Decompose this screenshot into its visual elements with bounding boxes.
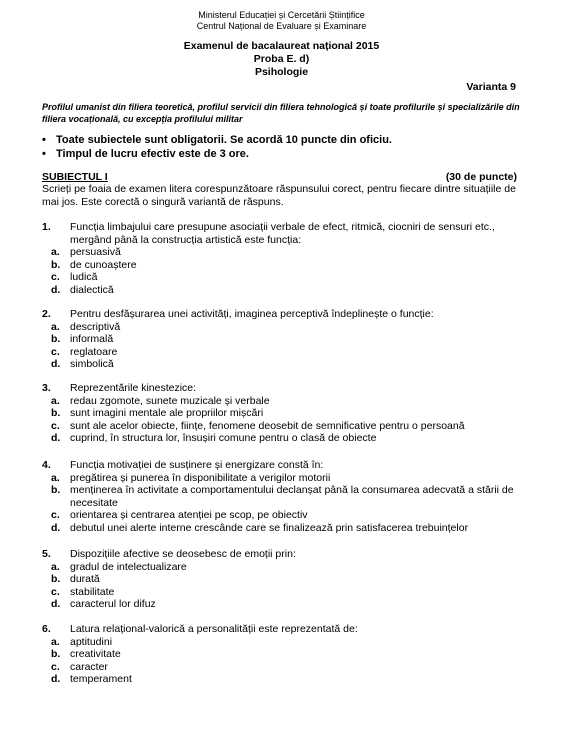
option-b bbox=[42, 333, 526, 346]
variant-label: Varianta 9 bbox=[466, 81, 516, 93]
option-b bbox=[42, 573, 526, 586]
question-number: 3. bbox=[42, 382, 51, 394]
option-letter: c. bbox=[51, 271, 60, 283]
option-letter: d. bbox=[51, 673, 61, 685]
question-text: Latura relațional-valorică a personalității este reprezentată de: bbox=[70, 623, 358, 635]
bullet-icon: • bbox=[42, 134, 46, 146]
question-text: Funcția motivației de susținere și energizare constă în: bbox=[70, 459, 324, 471]
option-letter: d. bbox=[51, 283, 61, 296]
option-a bbox=[42, 561, 526, 574]
center-name: Centrul Național de Evaluare și Examinare bbox=[196, 21, 367, 31]
option-c bbox=[42, 661, 526, 674]
option-letter: d. bbox=[51, 521, 61, 534]
option-letter: a. bbox=[51, 320, 60, 333]
rule-item bbox=[42, 147, 522, 161]
option-letter: a. bbox=[51, 471, 60, 484]
option-letter: b. bbox=[51, 573, 61, 585]
option-c bbox=[42, 509, 526, 522]
option-text: de cunoaștere bbox=[70, 258, 137, 271]
question-stem bbox=[42, 221, 526, 246]
option-letter: a. bbox=[51, 560, 60, 573]
option-text: durată bbox=[70, 573, 100, 585]
option-text: cuprind, în structura lor, însușiri comune pentru o clasă de obiecte bbox=[70, 432, 377, 444]
option-text: sunt imagini mentale ale propriilor mișcări bbox=[70, 407, 264, 419]
rule-text: Toate subiectele sunt obligatorii. Se acordă 10 puncte din oficiu. bbox=[56, 134, 392, 146]
bullet-icon: • bbox=[42, 148, 46, 160]
section-title: SUBIECTUL I bbox=[42, 171, 108, 183]
option-b bbox=[42, 407, 526, 420]
question-number: 6. bbox=[42, 623, 51, 635]
option-text: caracterul lor difuz bbox=[70, 598, 156, 610]
question-stem bbox=[42, 548, 526, 561]
option-letter: a. bbox=[51, 246, 60, 258]
question-number: 1. bbox=[42, 221, 51, 233]
option-text: debutul unei alerte interne crescânde care se finalizează prin satisfacerea trebuințelor bbox=[70, 521, 469, 534]
option-d bbox=[42, 598, 526, 611]
option-d bbox=[42, 284, 526, 297]
option-letter: b. bbox=[51, 407, 61, 419]
section-points: (30 de puncte) bbox=[445, 171, 517, 183]
option-letter: a. bbox=[51, 635, 60, 648]
option-text: creativitate bbox=[70, 648, 121, 660]
option-text: simbolică bbox=[70, 358, 114, 370]
option-text: temperament bbox=[70, 673, 132, 685]
option-text: menținerea în activitate a comportamentului declanșat până la consumarea adecvată a stării de necesitate bbox=[70, 484, 514, 509]
question-text: Pentru desfășurarea unei activități, imaginea perceptivă îndeplinește o funcție: bbox=[70, 308, 434, 320]
option-letter: c. bbox=[51, 660, 60, 673]
question-number: 4. bbox=[42, 459, 51, 471]
question-5 bbox=[42, 548, 526, 611]
option-text: reglatoare bbox=[70, 345, 118, 358]
option-letter: d. bbox=[51, 598, 61, 610]
option-text: sunt ale acelor obiecte, ființe, fenomene deosebit de semnificative pentru o persoană bbox=[70, 419, 465, 432]
question-number: 2. bbox=[42, 308, 51, 320]
option-letter: c. bbox=[51, 509, 60, 521]
option-text: pregătirea și punerea în disponibilitate a verigilor motorii bbox=[70, 471, 331, 484]
option-c bbox=[42, 420, 526, 433]
question-text: Dispozițiile afective se deosebesc de emoții prin: bbox=[70, 548, 296, 560]
question-2 bbox=[42, 308, 526, 371]
question-1 bbox=[42, 221, 526, 296]
question-number: 5. bbox=[42, 548, 51, 560]
option-c bbox=[42, 586, 526, 599]
option-d bbox=[42, 358, 526, 371]
option-letter: c. bbox=[51, 419, 60, 432]
option-d bbox=[42, 673, 526, 686]
question-stem bbox=[42, 308, 526, 321]
section-instructions: Scrieți pe foaia de examen litera corespunzătoare răspunsului corect, pentru fiecare dintre situațiile de mai jos. Este corectă o singură variantă de răspuns. bbox=[42, 183, 516, 208]
option-a bbox=[42, 246, 526, 259]
option-letter: b. bbox=[51, 484, 61, 496]
option-letter: d. bbox=[51, 432, 61, 444]
rules-list bbox=[42, 133, 522, 161]
option-text: caracter bbox=[70, 660, 108, 673]
option-text: informală bbox=[70, 333, 114, 345]
option-a bbox=[42, 395, 526, 408]
option-text: ludică bbox=[70, 271, 98, 283]
question-stem bbox=[42, 459, 526, 472]
option-letter: b. bbox=[51, 333, 61, 345]
exam-proba: Proba E. d) bbox=[253, 53, 310, 65]
option-text: orientarea și centrarea atenției pe scop, pe obiectiv bbox=[70, 509, 308, 521]
question-4 bbox=[42, 459, 526, 534]
option-letter: c. bbox=[51, 345, 60, 358]
option-text: persuasivă bbox=[70, 246, 121, 258]
option-letter: b. bbox=[51, 258, 61, 271]
option-c bbox=[42, 346, 526, 359]
exam-subject: Psihologie bbox=[254, 66, 309, 78]
option-text: gradul de intelectualizare bbox=[70, 560, 187, 573]
rule-item bbox=[42, 133, 522, 147]
option-letter: a. bbox=[51, 394, 60, 407]
option-a bbox=[42, 472, 526, 485]
exam-title-block bbox=[0, 40, 563, 79]
option-a bbox=[42, 636, 526, 649]
option-text: aptitudini bbox=[70, 635, 113, 648]
option-text: stabilitate bbox=[70, 585, 115, 598]
option-b bbox=[42, 648, 526, 661]
ministry-name: Ministerul Educației și Cercetării Științifice bbox=[198, 10, 365, 20]
option-d bbox=[42, 522, 526, 535]
ministry-header bbox=[0, 10, 563, 32]
rule-text: Timpul de lucru efectiv este de 3 ore. bbox=[56, 148, 249, 160]
question-text: Funcția limbajului care presupune asociații verbale de efect, ritmică, ciocniri de sensuri etc., mergând până la construcția artistică este funcția: bbox=[70, 221, 495, 246]
option-letter: c. bbox=[51, 585, 60, 598]
option-a bbox=[42, 321, 526, 334]
question-stem bbox=[42, 623, 526, 636]
question-stem bbox=[42, 382, 526, 395]
option-letter: d. bbox=[51, 358, 61, 370]
option-d bbox=[42, 432, 526, 445]
option-b bbox=[42, 259, 526, 272]
option-letter: b. bbox=[51, 648, 61, 660]
option-text: redau zgomote, sunete muzicale și verbale bbox=[70, 394, 270, 407]
exam-title: Examenul de bacalaureat național 2015 bbox=[183, 40, 380, 52]
question-text: Reprezentările kinestezice: bbox=[70, 382, 197, 394]
option-b bbox=[42, 484, 526, 509]
question-3 bbox=[42, 382, 526, 445]
option-c bbox=[42, 271, 526, 284]
profile-note: Profilul umanist din filiera teoretică, profilul servicii din filiera tehnologică și toate profilurile și specializările din filiera vocațională, cu excepția profilului militar bbox=[42, 102, 520, 124]
question-6 bbox=[42, 623, 526, 686]
option-text: dialectică bbox=[70, 283, 114, 296]
option-text: descriptivă bbox=[70, 320, 121, 333]
